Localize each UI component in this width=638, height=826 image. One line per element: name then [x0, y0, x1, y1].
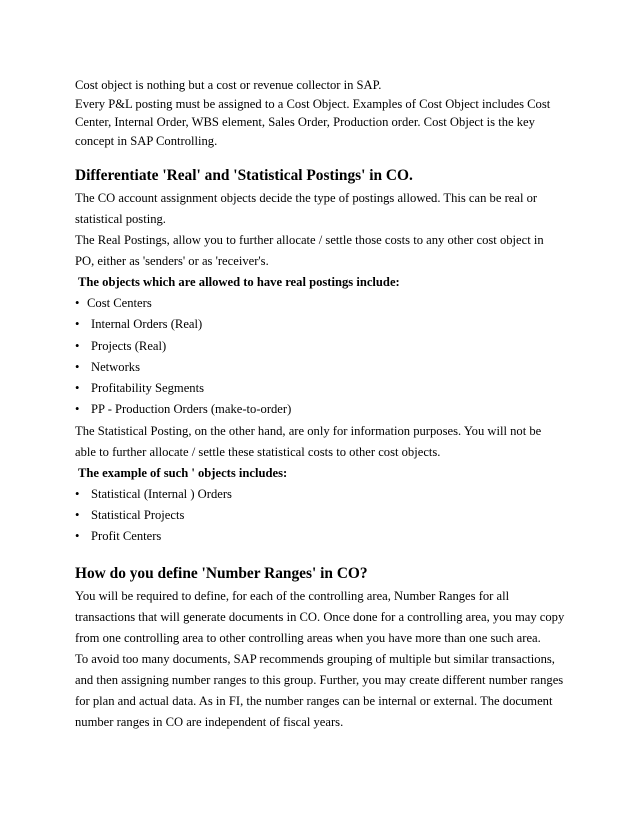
document-page: [75, 76, 565, 733]
list-item: [75, 484, 565, 505]
list-item: [75, 526, 565, 547]
list-item-text: Profit Centers: [91, 529, 162, 544]
paragraph: The Statistical Posting, on the other hand, are only for information purposes. You will not be able to further allocate / settle these statistical costs to other cost objects.: [75, 423, 542, 459]
bullet: •: [75, 508, 80, 523]
list-item: [75, 314, 565, 335]
bullet: •: [75, 296, 80, 310]
list-item-text: PP - Production Orders (make-to-order): [91, 402, 292, 417]
list-item: [75, 505, 565, 526]
list-item-text: Statistical (Internal ) Orders: [91, 486, 232, 501]
paragraph: The Real Postings, allow you to further allocate / settle those costs to any other cost object in PO, either as 'senders' or as 'receiver's.: [75, 233, 544, 268]
paragraph: You will be required to define, for each of the controlling area, Number Ranges for all transactions that will generate documents in CO. Once done for a controlling area, you may copy from one controlling area to other controlling areas when you have more than one such area.: [75, 588, 565, 645]
paragraph: To avoid too many documents, SAP recommends grouping of multiple but similar transactions, and then assigning number ranges to this group. Further, you may create different number ranges for plan and actual data. As in FI, the number ranges can be internal or external. The document number ranges in CO are independent of fiscal years.: [75, 651, 564, 729]
intro-line-1: Cost object is nothing but a cost or revenue collector in SAP.: [75, 78, 382, 92]
bullet: •: [75, 338, 80, 353]
bullet: •: [75, 486, 80, 501]
list-item-text: Internal Orders (Real): [91, 317, 203, 332]
section-heading-real-statistical: Differentiate 'Real' and 'Statistical Postings' in CO.: [75, 167, 413, 184]
list-item: [75, 336, 565, 357]
list-item-text: Profitability Segments: [91, 381, 204, 396]
list-item-text: Cost Centers: [87, 296, 152, 310]
list-item: [75, 378, 565, 399]
subheading-real-objects: The objects which are allowed to have real postings include:: [78, 275, 400, 289]
bullet: •: [75, 402, 80, 417]
list-item-text: Projects (Real): [91, 338, 167, 353]
bullet: •: [75, 359, 80, 374]
section-heading-number-ranges: How do you define 'Number Ranges' in CO?: [75, 564, 368, 582]
list-item-text: Statistical Projects: [91, 508, 185, 523]
real-objects-list: [75, 293, 565, 421]
list-item: [75, 357, 565, 378]
bullet: •: [75, 317, 80, 332]
bullet: •: [75, 381, 80, 396]
statistical-objects-list: [75, 484, 565, 548]
list-item: [75, 293, 565, 314]
bullet: •: [75, 529, 80, 544]
list-item: [75, 399, 565, 420]
subheading-statistical-objects: The example of such ' objects includes:: [78, 465, 288, 480]
list-item-text: Networks: [91, 359, 140, 374]
intro-paragraph: Every P&L posting must be assigned to a Cost Object. Examples of Cost Object includes Cost Center, Internal Order, WBS element, Sales Order, Production order. Cost Object is the key concept in SAP Controlling.: [75, 96, 551, 148]
paragraph: The CO account assignment objects decide the type of postings allowed. This can be real or statistical posting.: [75, 191, 538, 226]
